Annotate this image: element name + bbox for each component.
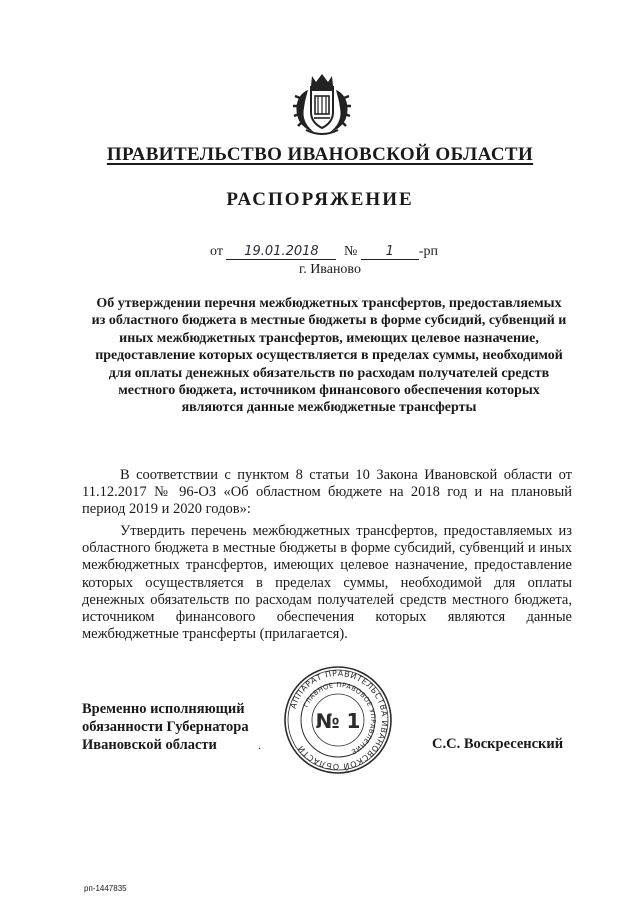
document-date-number: [210, 244, 438, 260]
number-suffix: -рп: [418, 244, 438, 259]
signature-mark: .: [258, 738, 261, 752]
coat-of-arms-emblem: [292, 72, 352, 136]
seal-inner-text: ГЛАВНОЕ ПРАВОВОЕ УПРАВЛЕНИЕ: [301, 680, 378, 756]
number-sign: №: [343, 244, 358, 259]
date-prefix: от: [210, 244, 223, 259]
number-field: 1: [361, 245, 419, 260]
signatory-title-line: Временно исполняющий: [82, 701, 245, 717]
signatory-name: С.С. Воскресенский: [432, 736, 564, 752]
signatory-title-line: обязанности Губернатора: [82, 719, 249, 735]
official-seal: [282, 664, 394, 776]
preamble-paragraph: В соответствии с пунктом 8 статьи 10 Закона Ивановской области от 11.12.2017 № 96-ОЗ «Об областном бюджете на 2018 год и на плановый период 2019 и 2020 годов»:: [82, 467, 572, 518]
document-subject: Об утверждении перечня межбюджетных трансфертов, предоставляемых из областного бюджета в местные бюджеты в форме субсидий, субвенций и иных межбюджетных трансфертов, имеющих целевое назначение, предоставление которых осуществляется в пределах суммы, необходимой для оплаты денежных обязательств по расходам получателей средств местного бюджета, источником финансового обеспечения которых являются данные межбюджетные трансферты: [91, 296, 567, 416]
organization-title: ПРАВИТЕЛЬСТВО ИВАНОВСКОЙ ОБЛАСТИ: [106, 144, 534, 165]
document-code: рп-1447835: [84, 884, 127, 893]
signatory-title-line: Ивановской области: [82, 737, 217, 753]
seal-outer-text: АППАРАТ ПРАВИТЕЛЬСТВА ИВАНОВСКОЙ ОБЛАСТИ: [288, 668, 390, 772]
resolution-paragraph: Утвердить перечень межбюджетных трансфертов, предоставляемых из областного бюджета в местные бюджеты в форме субсидий, субвенций и иных межбюджетных трансфертов, имеющих целевое назначение, предоставление которых осуществляется в пределах суммы, необходимой для оплаты денежных обязательств по расходам получателей средств местного бюджета, источником финансового обеспечения которых являются данные межбюджетные трансферты (прилагается).: [82, 523, 572, 643]
signatory-title: [82, 700, 249, 754]
date-field: 19.01.2018: [226, 245, 336, 260]
city: г. Иваново: [299, 262, 361, 277]
seal-number: № 1: [315, 709, 361, 733]
document-type: РАСПОРЯЖЕНИЕ: [226, 189, 414, 210]
